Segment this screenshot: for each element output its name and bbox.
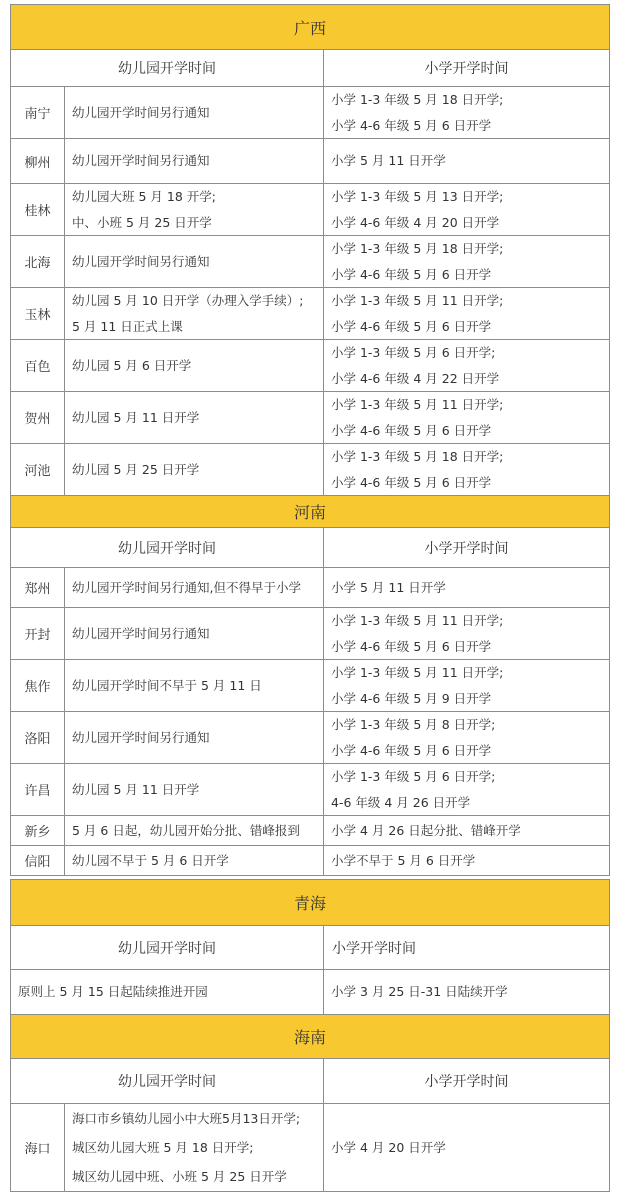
kg-line: 幼儿园不早于 5 月 6 日开学 [72,852,229,868]
table-row [11,236,610,288]
col-header-kindergarten: 幼儿园开学时间 [11,528,324,568]
primary-cell [324,660,610,712]
kg-line: 中、小班 5 月 25 日开学 [72,214,212,230]
primary-cell [324,816,610,846]
kindergarten-cell [65,444,324,496]
ps-line: 小学 4-6 年级 5 月 6 日开学 [331,742,492,758]
primary-cell [324,712,610,764]
kg-line: 幼儿园 5 月 11 日开学 [72,409,200,425]
city-cell: 信阳 [11,846,65,876]
kindergarten-cell [65,392,324,444]
kindergarten-cell [65,712,324,764]
kg-line: 幼儿园开学时间另行通知 [72,253,210,269]
region-title-hainan: 海南 [11,1015,610,1059]
kindergarten-cell [65,288,324,340]
table-row [11,764,610,816]
kg-line: 幼儿园开学时间另行通知 [72,104,210,120]
kg-line: 幼儿园开学时间另行通知 [72,625,210,641]
kindergarten-cell [65,568,324,608]
kindergarten-cell [65,184,324,236]
col-header-kindergarten: 幼儿园开学时间 [11,926,324,970]
primary-cell [324,444,610,496]
table-row [11,288,610,340]
kindergarten-cell [65,608,324,660]
ps-line: 小学 1-3 年级 5 月 11 日开学; [331,293,504,308]
primary-cell [324,764,610,816]
primary-cell [324,340,610,392]
kg-line: 幼儿园 5 月 11 日开学 [72,781,200,797]
primary-cell [324,288,610,340]
kindergarten-cell [65,87,324,139]
city-cell: 桂林 [11,184,65,236]
region-title-guangxi: 广西 [11,5,610,50]
hainan-kindergarten [65,1104,324,1192]
kg-line: 幼儿园 5 月 6 日开学 [72,357,192,373]
primary-cell [324,184,610,236]
primary-cell [324,846,610,876]
col-header-primary: 小学开学时间 [324,1059,610,1104]
ps-line: 小学 4-6 年级 5 月 6 日开学 [331,117,492,133]
kindergarten-cell [65,139,324,184]
kindergarten-cell [65,846,324,876]
city-cell: 玉林 [11,288,65,340]
kg-line: 幼儿园 5 月 25 日开学 [72,461,200,477]
city-cell: 郑州 [11,568,65,608]
table-row [11,712,610,764]
ps-line: 小学 4-6 年级 4 月 22 日开学 [331,370,500,386]
kindergarten-cell [65,660,324,712]
ps-line: 小学 5 月 11 日开学 [331,579,446,595]
ps-line: 小学 1-3 年级 5 月 6 日开学; [331,345,496,360]
kg-line: 幼儿园 5 月 10 日开学（办理入学手续）; [72,293,304,308]
table-row [11,444,610,496]
region-title-qinghai: 青海 [11,880,610,926]
table-row [11,568,610,608]
city-cell: 贺州 [11,392,65,444]
col-header-kindergarten: 幼儿园开学时间 [11,50,324,87]
ps-line: 小学 1-3 年级 5 月 6 日开学; [331,769,496,784]
qinghai-kindergarten: 原则上 5 月 15 日起陆续推进开园 [11,970,324,1015]
ps-line: 小学不早于 5 月 6 日开学 [331,852,476,868]
ps-line: 小学 1-3 年级 5 月 18 日开学; [331,92,504,107]
table-guangxi-henan [10,4,610,876]
city-cell: 开封 [11,608,65,660]
kg-line: 幼儿园开学时间不早于 5 月 11 日 [72,677,262,693]
table-row [11,139,610,184]
city-cell: 洛阳 [11,712,65,764]
kg-line: 幼儿园开学时间另行通知 [72,153,210,169]
city-cell: 新乡 [11,816,65,846]
city-cell: 河池 [11,444,65,496]
kindergarten-cell [65,236,324,288]
col-header-primary: 小学开学时间 [324,926,610,970]
table-row [11,816,610,846]
ps-line: 小学 1-3 年级 5 月 18 日开学; [331,241,504,256]
table-row [11,392,610,444]
kg-line: 幼儿园大班 5 月 18 开学; [72,189,216,204]
kg-line: 5 月 6 日起，幼儿园开始分批、错峰报到 [72,822,300,838]
table-row [11,608,610,660]
kindergarten-cell [65,340,324,392]
hainan-primary: 小学 4 月 20 日开学 [324,1104,610,1192]
ps-line: 小学 4-6 年级 5 月 6 日开学 [331,318,492,334]
table-row [11,340,610,392]
ps-line: 小学 4 月 26 日起分批、错峰开学 [331,822,521,838]
primary-cell [324,236,610,288]
ps-line: 小学 1-3 年级 5 月 11 日开学; [331,397,504,412]
table-row [11,846,610,876]
ps-line: 小学 4-6 年级 5 月 6 日开学 [331,474,492,490]
city-cell: 许昌 [11,764,65,816]
primary-cell [324,568,610,608]
ps-line: 小学 4-6 年级 5 月 6 日开学 [331,266,492,282]
ps-line: 小学 5 月 11 日开学 [331,153,446,169]
ps-line: 小学 1-3 年级 5 月 11 日开学; [331,665,504,680]
col-header-kindergarten: 幼儿园开学时间 [11,1059,324,1104]
city-cell: 柳州 [11,139,65,184]
kindergarten-cell [65,816,324,846]
kg-line: 城区幼儿园中班、小班 5 月 25 日开学 [72,1169,287,1184]
kindergarten-cell [65,764,324,816]
ps-line: 小学 4-6 年级 5 月 6 日开学 [331,422,492,438]
primary-cell [324,87,610,139]
col-header-primary: 小学开学时间 [324,50,610,87]
kg-line: 海口市乡镇幼儿园小中大班5月13日开学; [72,1111,301,1126]
ps-line: 小学 1-3 年级 5 月 11 日开学; [331,613,504,628]
primary-cell [324,392,610,444]
city-cell: 南宁 [11,87,65,139]
primary-cell [324,608,610,660]
kg-line: 城区幼儿园大班 5 月 18 日开学; [72,1140,254,1155]
col-header-primary: 小学开学时间 [324,528,610,568]
city-cell: 百色 [11,340,65,392]
table-row [11,87,610,139]
table-qinghai-hainan [10,879,610,1192]
primary-cell [324,139,610,184]
kg-line: 幼儿园开学时间另行通知 [72,729,210,745]
ps-line: 小学 1-3 年级 5 月 18 日开学; [331,449,504,464]
city-cell: 焦作 [11,660,65,712]
region-title-henan: 河南 [11,496,610,528]
ps-line: 小学 4-6 年级 5 月 6 日开学 [331,638,492,654]
table-row [11,660,610,712]
qinghai-primary: 小学 3 月 25 日-31 日陆续开学 [324,970,610,1015]
ps-line: 小学 4-6 年级 4 月 20 日开学 [331,214,500,230]
city-cell: 北海 [11,236,65,288]
ps-line: 4-6 年级 4 月 26 日开学 [331,794,471,810]
ps-line: 小学 4-6 年级 5 月 9 日开学 [331,690,492,706]
ps-line: 小学 1-3 年级 5 月 8 日开学; [331,717,496,732]
table-row [11,184,610,236]
ps-line: 小学 1-3 年级 5 月 13 日开学; [331,189,504,204]
kg-line: 幼儿园开学时间另行通知,但不得早于小学 [72,579,301,595]
city-haikou: 海口 [11,1104,65,1192]
kg-line: 5 月 11 日正式上课 [72,318,183,334]
